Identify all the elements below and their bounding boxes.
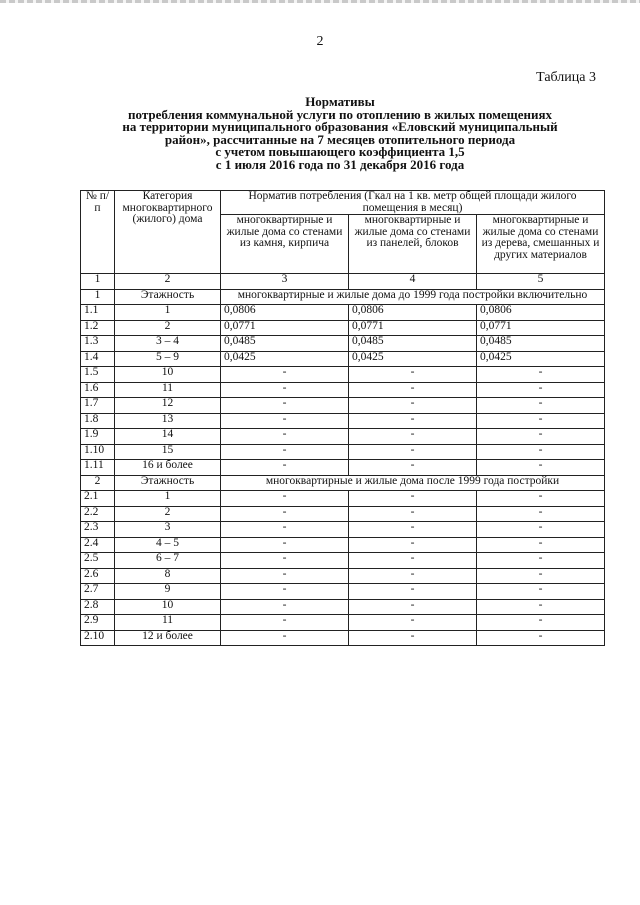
title-line: Нормативы: [305, 94, 375, 109]
header-stone-brick: многоквартирные и жилые дома со стенами из камня, кирпича: [221, 215, 349, 274]
row-number: 1.10: [81, 444, 115, 460]
value-stone-brick: -: [221, 537, 349, 553]
value-stone-brick: -: [221, 615, 349, 631]
row-category: 2: [115, 506, 221, 522]
row-category: 10: [115, 599, 221, 615]
value-panels-blocks: -: [349, 568, 477, 584]
row-category: 3 – 4: [115, 336, 221, 352]
value-stone-brick: 0,0425: [221, 351, 349, 367]
row-number: 2.2: [81, 506, 115, 522]
section-number: 2: [81, 475, 115, 491]
table-row: [81, 506, 605, 522]
section-1-header-row: [81, 289, 605, 305]
row-category: 3: [115, 522, 221, 538]
value-wood-mixed: -: [477, 615, 605, 631]
title-line: район», рассчитанные на 7 месяцев отопительного периода: [164, 131, 516, 147]
scan-edge-artifact: [0, 0, 640, 3]
document-title: [80, 96, 600, 172]
table-row: [81, 367, 605, 383]
row-number: 1.3: [81, 336, 115, 352]
value-wood-mixed: -: [477, 537, 605, 553]
row-category: 12: [115, 398, 221, 414]
row-category: 1: [115, 305, 221, 321]
value-stone-brick: -: [221, 599, 349, 615]
row-number: 2.1: [81, 491, 115, 507]
value-wood-mixed: 0,0425: [477, 351, 605, 367]
value-stone-brick: -: [221, 553, 349, 569]
row-category: 8: [115, 568, 221, 584]
value-panels-blocks: -: [349, 367, 477, 383]
row-category: 14: [115, 429, 221, 445]
value-wood-mixed: -: [477, 429, 605, 445]
table-row: [81, 460, 605, 476]
value-panels-blocks: -: [349, 537, 477, 553]
value-wood-mixed: -: [477, 522, 605, 538]
row-category: 6 – 7: [115, 553, 221, 569]
value-wood-mixed: -: [477, 599, 605, 615]
row-number: 1.5: [81, 367, 115, 383]
value-wood-mixed: -: [477, 460, 605, 476]
value-stone-brick: -: [221, 491, 349, 507]
row-category: 9: [115, 584, 221, 600]
row-category: 5 – 9: [115, 351, 221, 367]
row-category: 1: [115, 491, 221, 507]
row-number: 2.9: [81, 615, 115, 631]
table-row: [81, 398, 605, 414]
value-wood-mixed: 0,0806: [477, 305, 605, 321]
table-row: [81, 444, 605, 460]
value-wood-mixed: -: [477, 584, 605, 600]
row-number: 1.6: [81, 382, 115, 398]
value-panels-blocks: -: [349, 553, 477, 569]
column-number: 1: [81, 274, 115, 290]
row-category: 10: [115, 367, 221, 383]
value-panels-blocks: -: [349, 413, 477, 429]
row-number: 1.9: [81, 429, 115, 445]
table-label: Таблица 3: [536, 70, 596, 85]
value-panels-blocks: -: [349, 382, 477, 398]
column-number: 4: [349, 274, 477, 290]
title-line: на территории муниципального образования «Еловский муниципальный: [122, 119, 558, 135]
title-line: с учетом повышающего коэффициента 1,5: [215, 144, 465, 160]
table-row: [81, 336, 605, 352]
row-number: 2.5: [81, 553, 115, 569]
section-number: 1: [81, 289, 115, 305]
header-num: № п/п: [81, 191, 115, 274]
value-stone-brick: -: [221, 568, 349, 584]
row-category: 13: [115, 413, 221, 429]
value-panels-blocks: -: [349, 599, 477, 615]
column-number: 3: [221, 274, 349, 290]
value-panels-blocks: 0,0771: [349, 320, 477, 336]
value-stone-brick: -: [221, 429, 349, 445]
value-panels-blocks: 0,0425: [349, 351, 477, 367]
table-row: [81, 615, 605, 631]
value-wood-mixed: 0,0485: [477, 336, 605, 352]
value-stone-brick: 0,0771: [221, 320, 349, 336]
row-number: 1.8: [81, 413, 115, 429]
table-header-row: [81, 191, 605, 215]
table-row: [81, 382, 605, 398]
column-numbers-row: [81, 274, 605, 290]
value-panels-blocks: -: [349, 444, 477, 460]
table-row: [81, 568, 605, 584]
row-number: 1.11: [81, 460, 115, 476]
row-category: 16 и более: [115, 460, 221, 476]
header-norm: Норматив потребления (Гкал на 1 кв. метр общей площади жилого помещения в месяц): [221, 191, 605, 215]
value-wood-mixed: -: [477, 367, 605, 383]
title-line: с 1 июля 2016 года по 31 декабря 2016 года: [215, 156, 465, 172]
page-number: 2: [316, 34, 324, 49]
table-row: [81, 351, 605, 367]
table-row: [81, 491, 605, 507]
row-category: 4 – 5: [115, 537, 221, 553]
row-number: 2.6: [81, 568, 115, 584]
row-number: 2.10: [81, 630, 115, 646]
table-row: [81, 522, 605, 538]
section-description: многоквартирные и жилые дома до 1999 года постройки включительно: [221, 289, 605, 305]
value-wood-mixed: -: [477, 444, 605, 460]
row-number: 2.8: [81, 599, 115, 615]
section-label: Этажность: [115, 289, 221, 305]
value-stone-brick: -: [221, 367, 349, 383]
value-stone-brick: 0,0485: [221, 336, 349, 352]
value-stone-brick: -: [221, 444, 349, 460]
table-row: [81, 599, 605, 615]
value-panels-blocks: 0,0485: [349, 336, 477, 352]
value-wood-mixed: -: [477, 398, 605, 414]
value-panels-blocks: -: [349, 460, 477, 476]
value-stone-brick: -: [221, 630, 349, 646]
value-stone-brick: -: [221, 398, 349, 414]
value-stone-brick: -: [221, 460, 349, 476]
value-wood-mixed: -: [477, 568, 605, 584]
value-panels-blocks: -: [349, 584, 477, 600]
value-panels-blocks: -: [349, 522, 477, 538]
row-category: 11: [115, 382, 221, 398]
title-line: потребления коммунальной услуги по отоплению в жилых помещениях: [128, 106, 552, 122]
value-wood-mixed: -: [477, 630, 605, 646]
column-number: 5: [477, 274, 605, 290]
row-category: 2: [115, 320, 221, 336]
row-number: 2.7: [81, 584, 115, 600]
row-number: 1.7: [81, 398, 115, 414]
value-wood-mixed: -: [477, 382, 605, 398]
section-description: многоквартирные и жилые дома после 1999 года постройки: [221, 475, 605, 491]
row-number: 1.2: [81, 320, 115, 336]
row-category: 15: [115, 444, 221, 460]
norms-table: [80, 190, 605, 646]
row-number: 2.3: [81, 522, 115, 538]
row-category: 12 и более: [115, 630, 221, 646]
value-wood-mixed: -: [477, 553, 605, 569]
value-stone-brick: -: [221, 382, 349, 398]
value-panels-blocks: -: [349, 615, 477, 631]
value-panels-blocks: 0,0806: [349, 305, 477, 321]
value-wood-mixed: 0,0771: [477, 320, 605, 336]
table-row: [81, 537, 605, 553]
value-stone-brick: -: [221, 506, 349, 522]
value-wood-mixed: -: [477, 491, 605, 507]
value-wood-mixed: -: [477, 413, 605, 429]
table-row: [81, 320, 605, 336]
row-category: 11: [115, 615, 221, 631]
table-row: [81, 413, 605, 429]
section-label: Этажность: [115, 475, 221, 491]
value-stone-brick: 0,0806: [221, 305, 349, 321]
section-2-header-row: [81, 475, 605, 491]
table-row: [81, 584, 605, 600]
table-row: [81, 429, 605, 445]
table-row: [81, 305, 605, 321]
value-stone-brick: -: [221, 584, 349, 600]
value-panels-blocks: -: [349, 630, 477, 646]
value-stone-brick: -: [221, 522, 349, 538]
value-panels-blocks: -: [349, 506, 477, 522]
value-wood-mixed: -: [477, 506, 605, 522]
table-row: [81, 553, 605, 569]
header-panels-blocks: многоквартирные и жилые дома со стенами из панелей, блоков: [349, 215, 477, 274]
table-row: [81, 630, 605, 646]
column-number: 2: [115, 274, 221, 290]
value-panels-blocks: -: [349, 491, 477, 507]
value-panels-blocks: -: [349, 429, 477, 445]
value-stone-brick: -: [221, 413, 349, 429]
row-number: 1.4: [81, 351, 115, 367]
row-number: 1.1: [81, 305, 115, 321]
row-number: 2.4: [81, 537, 115, 553]
header-wood-mixed: многоквартирные и жилые дома со стенами из дерева, смешанных и других материалов: [477, 215, 605, 274]
value-panels-blocks: -: [349, 398, 477, 414]
header-category: Категория многоквартирного (жилого) дома: [115, 191, 221, 274]
